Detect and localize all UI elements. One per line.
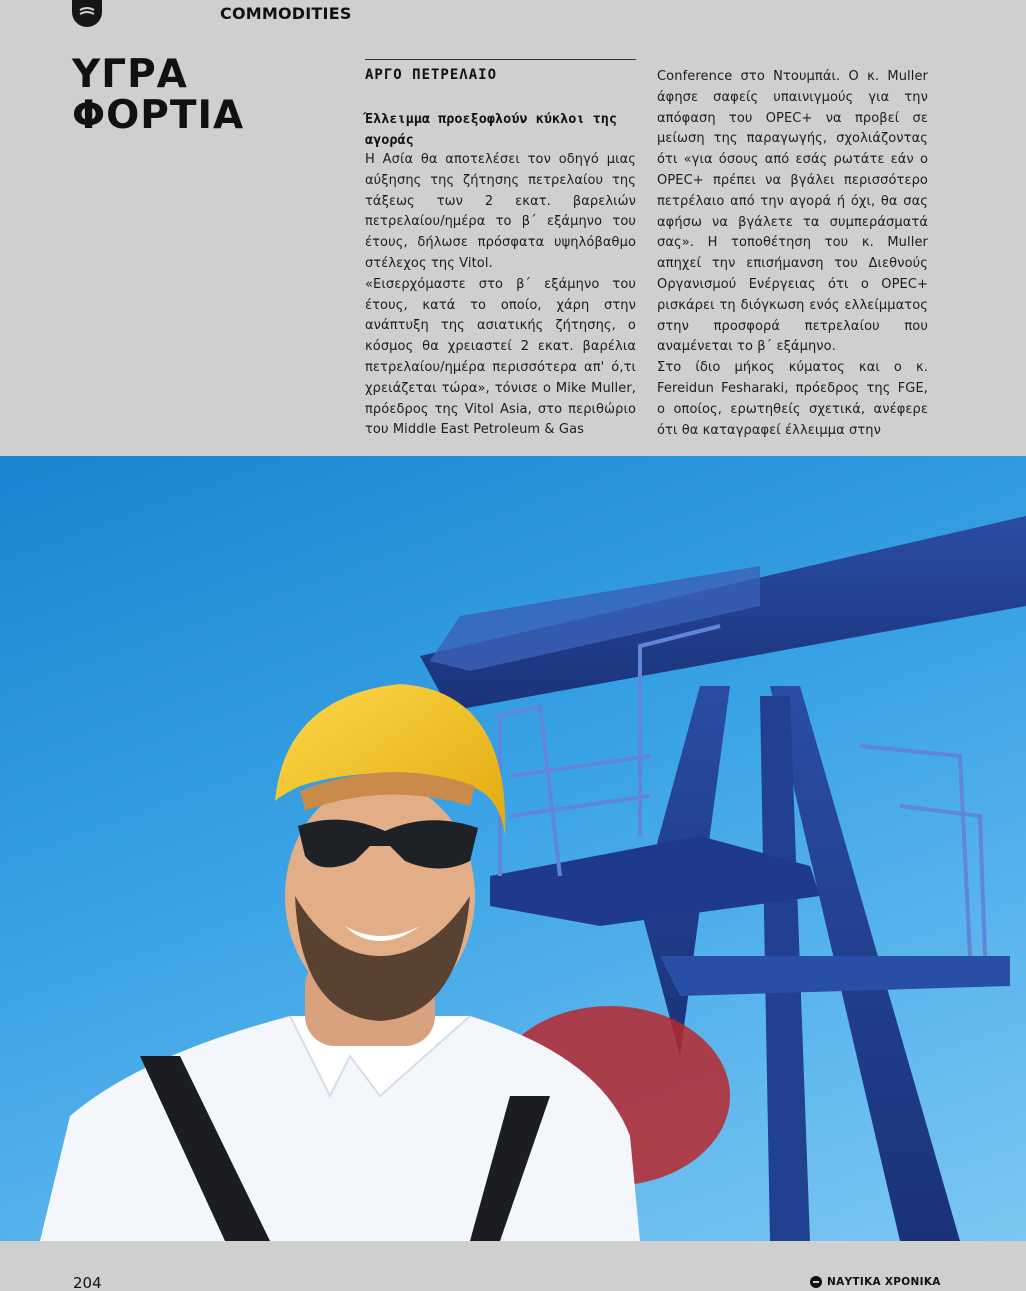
section-label: COMMODITIES [220,4,352,23]
column-label: ΑΡΓΟ ΠΕΤΡΕΛΑΙΟ [365,67,498,83]
paragraph: Στο ίδιο μήκος κύματος και ο κ. Fereidun Fesharaki, πρόεδρος της FGE, ο οποίος, ερωτηθείς σχετικά, ανέφερε ότι θα καταγραφεί έλλειμμα στην [657,360,928,438]
paragraph: Η Ασία θα αποτελέσει τον οδηγό μιας αύξησης της ζήτησης πετρελαίου της τάξεως των 2 εκατ. βαρελιών πετρελαίου/ημέρα το β΄ εξάμηνο του έτους, δήλωσε πρόσφατα υψηλόβαθμο στέλεχος της Vitol. [365,152,636,271]
headline-line-2: ΦΟΡΤΙΑ [72,93,245,138]
wave-logo-icon [72,0,102,27]
headline-line-1: ΥΓΡΑ [72,52,188,97]
photo-illustration [0,456,1026,1241]
article-subhead: Έλλειμμα προεξοφλούν κύκλοι της αγοράς [365,111,617,148]
brand-name: ΝΑΥΤΙΚΑ ΧΡΟΝΙΚΑ [827,1276,941,1288]
brand-logo-icon [810,1276,822,1288]
article-headline [72,54,302,136]
oil-worker-photo [0,456,1026,1241]
footer-brand [810,1276,941,1288]
column-divider [365,59,636,60]
page-number: 204 [73,1274,102,1291]
article-header-area [0,0,1026,456]
platform-lower [660,956,1010,996]
text-column-1 [365,150,636,441]
paragraph: «Εισερχόμαστε στο β΄ εξάμηνο του έτους, κατά το οποίο, χάρη στην ανάπτυξη της ασιατικής ζήτησης, ο κόσμος θα χρειαστεί 2 εκατ. βαρέλια πετρελαίου/ημέρα περισσότερα απ' ό,τι χρειάζεται τώρα», τόνισε ο Mike Muller, πρόεδρος της Vitol Asia, στο περιθώριο του Middle East Petroleum & Gas [365,276,636,438]
paragraph: Conference στο Ντουμπάι. Ο κ. Muller άφησε σαφείς υπαινιγμούς για την απόφαση του OPEC+ να προβεί σε μείωση της παραγωγής, σχολιάζοντας ότι «για όσους από εσάς ρωτάτε εάν ο OPEC+ πρέπει να βγάλει περισσότερο πετρέλαιο από την αγορά ή όχι, θα σας αφήσω να βγάλετε τα συμπεράσματά σας». Η τοποθέτηση του κ. Muller απηχεί την επισήμανση του Διεθνούς Οργανισμού Ενέργειας ότι ο OPEC+ ρισκάρει τη διόγκωση ενός ελλείμματος στην προσφορά πετρελαίου που αναμένεται το β΄ εξάμηνο. [657,69,928,355]
text-column-2 [657,67,928,441]
